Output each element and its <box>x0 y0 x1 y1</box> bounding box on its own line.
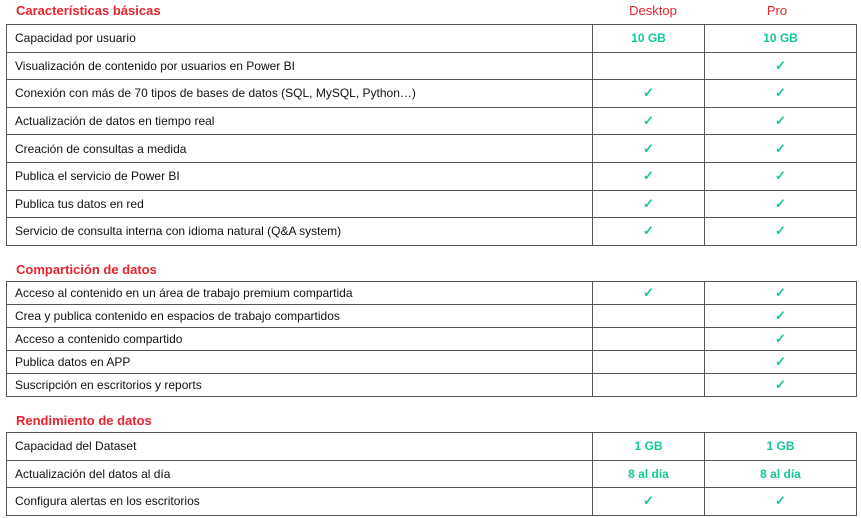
check-icon: ✓ <box>643 493 654 509</box>
desktop-cell <box>593 488 705 516</box>
table-row <box>7 218 857 246</box>
check-icon: ✓ <box>643 285 654 300</box>
check-icon: ✓ <box>775 285 786 300</box>
pro-cell <box>705 460 857 488</box>
pro-cell <box>705 80 857 108</box>
feature-label: Visualización de contenido por usuarios en Power BI <box>7 52 593 80</box>
table-row <box>7 328 857 351</box>
desktop-cell <box>593 460 705 488</box>
table-row <box>7 374 857 397</box>
column-desktop-header: Desktop <box>629 3 677 18</box>
desktop-cell <box>593 305 705 328</box>
feature-label: Acceso al contenido en un área de trabajo premium compartida <box>7 282 593 305</box>
feature-label: Publica tus datos en red <box>7 190 593 218</box>
check-icon: ✓ <box>775 168 786 184</box>
pro-cell <box>705 328 857 351</box>
check-icon: ✓ <box>775 140 786 156</box>
check-icon: ✓ <box>775 195 786 211</box>
check-icon: ✓ <box>775 308 786 323</box>
table-row <box>7 433 857 461</box>
desktop-cell <box>593 25 705 53</box>
column-pro-header: Pro <box>766 3 788 18</box>
pro-cell <box>705 305 857 328</box>
section-title-basic: Características básicas <box>16 3 161 18</box>
desktop-cell <box>593 351 705 374</box>
pro-value: 10 GB <box>763 31 798 46</box>
table-row <box>7 190 857 218</box>
pro-cell <box>705 52 857 80</box>
pro-cell <box>705 135 857 163</box>
pro-cell <box>705 25 857 53</box>
desktop-cell <box>593 328 705 351</box>
feature-label: Crea y publica contenido en espacios de trabajo compartidos <box>7 305 593 328</box>
table-row <box>7 52 857 80</box>
check-icon: ✓ <box>775 113 786 129</box>
pro-cell <box>705 162 857 190</box>
check-icon: ✓ <box>775 493 786 509</box>
table-row <box>7 80 857 108</box>
column-header <box>0 0 861 22</box>
pro-cell <box>705 190 857 218</box>
check-icon: ✓ <box>775 354 786 369</box>
check-icon: ✓ <box>643 168 654 184</box>
table-row <box>7 460 857 488</box>
table-sharing <box>6 281 857 397</box>
feature-label: Capacidad del Dataset <box>7 433 593 461</box>
desktop-cell <box>593 218 705 246</box>
pro-value: 1 GB <box>766 439 795 454</box>
table-row <box>7 282 857 305</box>
table-row <box>7 488 857 516</box>
feature-label: Configura alertas en los escritorios <box>7 488 593 516</box>
feature-label: Actualización del datos al día <box>7 460 593 488</box>
check-icon: ✓ <box>775 57 786 73</box>
pro-cell <box>705 433 857 461</box>
desktop-cell <box>593 282 705 305</box>
table-row <box>7 162 857 190</box>
table-row <box>7 305 857 328</box>
desktop-value: 8 al día <box>628 466 669 481</box>
pro-cell <box>705 218 857 246</box>
section-title-sharing: Compartición de datos <box>16 262 157 277</box>
desktop-cell <box>593 107 705 135</box>
section-title-performance: Rendimiento de datos <box>16 413 152 428</box>
table-row <box>7 107 857 135</box>
desktop-value: 10 GB <box>631 31 666 46</box>
table-row <box>7 135 857 163</box>
check-icon: ✓ <box>643 113 654 129</box>
check-icon: ✓ <box>775 223 786 239</box>
desktop-cell <box>593 80 705 108</box>
feature-label: Conexión con más de 70 tipos de bases de datos (SQL, MySQL, Python…) <box>7 80 593 108</box>
desktop-cell <box>593 190 705 218</box>
feature-label: Actualización de datos en tiempo real <box>7 107 593 135</box>
feature-label: Publica el servicio de Power BI <box>7 162 593 190</box>
pro-cell <box>705 351 857 374</box>
desktop-value: 1 GB <box>634 439 663 454</box>
feature-label: Acceso a contenido compartido <box>7 328 593 351</box>
desktop-cell <box>593 433 705 461</box>
pro-cell <box>705 488 857 516</box>
desktop-cell <box>593 162 705 190</box>
pro-cell <box>705 374 857 397</box>
check-icon: ✓ <box>775 85 786 101</box>
feature-label: Creación de consultas a medida <box>7 135 593 163</box>
feature-label: Capacidad por usuario <box>7 25 593 53</box>
check-icon: ✓ <box>643 223 654 239</box>
table-basic <box>6 24 857 246</box>
pro-cell <box>705 282 857 305</box>
check-icon: ✓ <box>643 195 654 211</box>
table-performance <box>6 432 857 516</box>
desktop-cell <box>593 52 705 80</box>
desktop-cell <box>593 135 705 163</box>
check-icon: ✓ <box>643 140 654 156</box>
table-row <box>7 351 857 374</box>
pro-value: 8 al día <box>760 466 801 481</box>
check-icon: ✓ <box>775 331 786 346</box>
feature-label: Publica datos en APP <box>7 351 593 374</box>
check-icon: ✓ <box>775 377 786 392</box>
pro-cell <box>705 107 857 135</box>
check-icon: ✓ <box>643 85 654 101</box>
feature-label: Servicio de consulta interna con idioma natural (Q&A system) <box>7 218 593 246</box>
desktop-cell <box>593 374 705 397</box>
feature-label: Suscripción en escritorios y reports <box>7 374 593 397</box>
table-row <box>7 25 857 53</box>
